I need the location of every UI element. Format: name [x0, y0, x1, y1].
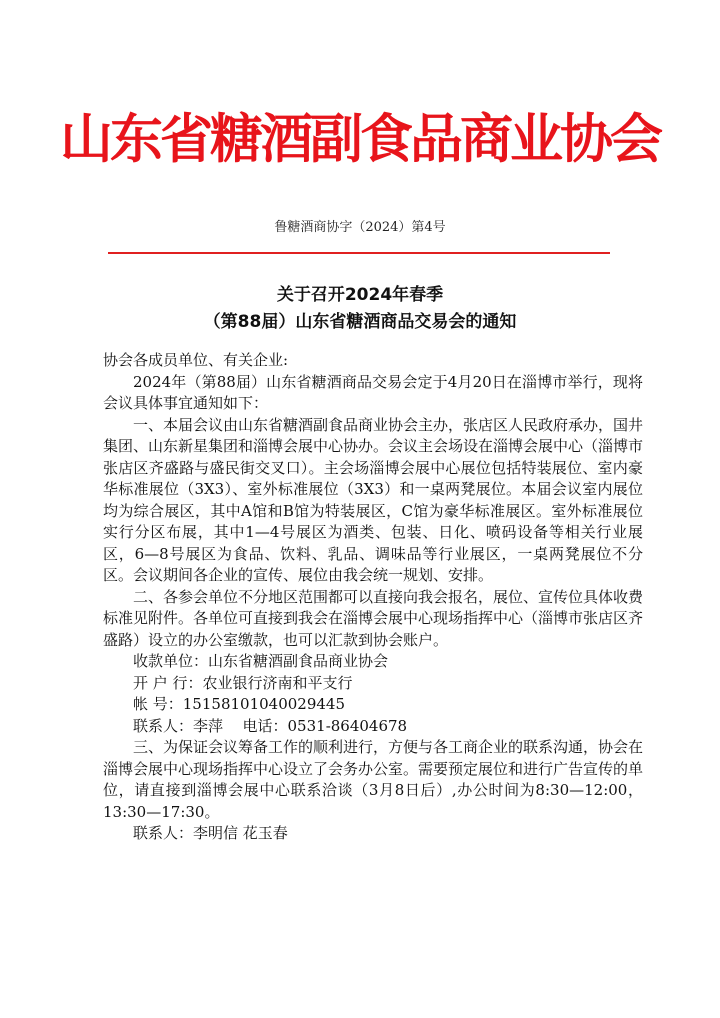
notice-title [0, 282, 720, 336]
office-contacts-line: 联系人：李明信 花玉春 [133, 824, 288, 842]
contact-phone: 电话：0531-86404678 [242, 716, 408, 735]
item-two-paragraph: 二、各参会单位不分地区范围都可以直接向我会报名，展位、宣传位具体收费标准见附件。各单位可直接到我会在淄博会展中心现场指挥中心（淄博市张店区齐盛路）设立的办公室缴款，也可以汇款到协会账户。 [103, 587, 644, 649]
notice-title-line-1: 关于召开2024年春季 [276, 285, 444, 305]
document-number: 鲁糖酒商协字（2024）第4号 [274, 220, 446, 235]
bank-line: 开 户 行：农业银行济南和平支行 [133, 673, 353, 692]
account-number-line: 帐 号：15158101040029445 [133, 695, 346, 713]
item-three-paragraph: 三、为保证会议筹备工作的顺利进行，方便与各工商企业的联系沟通，协会在淄博会展中心现场指挥中心设立了会务办公室。需要预定展位和进行广告宣传的单位，请直接到淄博会展中心联系洽谈（3月8日后）,办公时间为8:30—12:00，13:30—17:30。 [103, 738, 644, 821]
payee-line: 收款单位：山东省糖酒副食品商业协会 [133, 652, 389, 670]
notice-title-line-2: （第88届）山东省糖酒商品交易会的通知 [203, 312, 517, 332]
contact-line [103, 716, 643, 738]
red-divider-line [108, 252, 610, 254]
contact-person: 联系人：李萍 [133, 716, 224, 735]
organization-header: 山东省糖酒副食品商业协会 [60, 109, 660, 170]
item-one-paragraph: 一、本届会议由山东省糖酒副食品商业协会主办，张店区人民政府承办，国井集团、山东新星集团和淄博会展中心协办。会议主会场设在淄博会展中心（淄博市张店区齐盛路与盛民街交叉口）。主会场淄博会展中心展位包括特装展位、室内豪华标准展位（3X3）、室外标准展位（3X3）和一桌两凳展位。本届会议室内展位均为综合展区，其中A馆和B馆为特装展区，C馆为豪华标准展区。室外标准展位实行分区布展，其中1—4号展区为酒类、包装、日化、喷码设备等相关行业展区，6—8号展区为食品、饮料、乳品、调味品等行业展区，一桌两凳展位不分区。会议期间各企业的宣传、展位由我会统一规划、安排。 [103, 415, 644, 584]
intro-paragraph: 2024年（第88届）山东省糖酒商品交易会定于4月20日在淄博市举行，现将会议具体事宜通知如下： [103, 372, 643, 412]
salutation: 协会各成员单位、有关企业: [103, 351, 289, 369]
notice-body [103, 350, 643, 845]
